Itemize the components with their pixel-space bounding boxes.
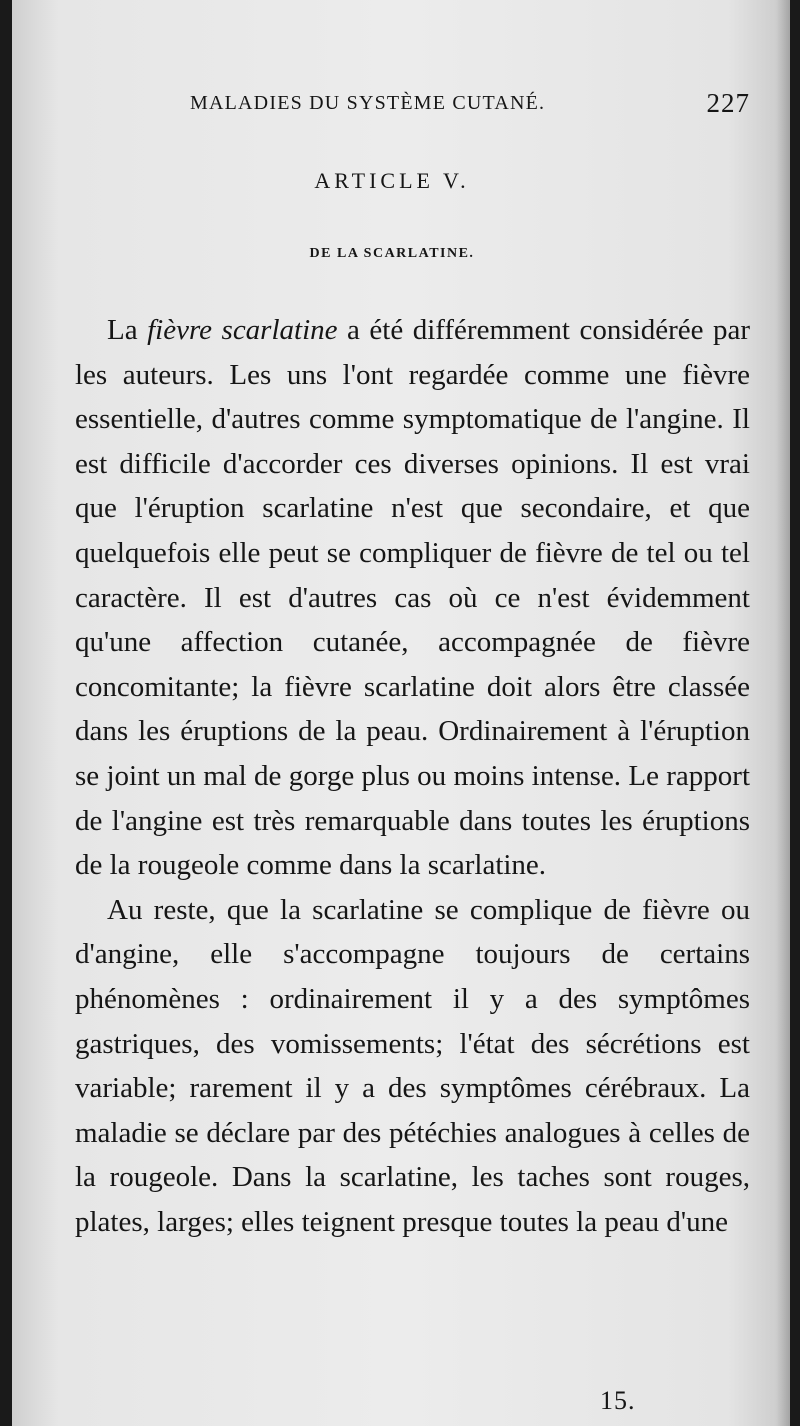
- paragraph-1: [75, 308, 750, 888]
- paragraph-2-text: Au reste, que la scarlatine se complique de fièvre ou d'angine, elle s'accompagne toujours de certains phénomènes : ordinairement il y a des symptômes gastriques, des vomissements; l'état des sécrétions est variable; rarement il y a des symptômes cérébraux. La maladie se déclare par des pétéchies analogues à celles de la rougeole. Dans la scarlatine, les taches sont rouges, plates, larges; elles teignent presque toutes la peau d'une: [75, 893, 750, 1238]
- paragraph-1-text: a été différemment considérée par les auteurs. Les uns l'ont regardée comme une fièvre essentielle, d'autres comme symptomatique de l'angine. Il est difficile d'accorder ces diverses opinions. Il est vrai que l'éruption scarlatine n'est que secondaire, et que quelquefois elle peut se compliquer de fièvre de tel ou tel caractère. Il est d'autres cas où ce n'est évidemment qu'une affection cutanée, accompagnée de fièvre concomitante; la fièvre scarlatine doit alors être classée dans les éruptions de la peau. Ordinairement à l'éruption se joint un mal de gorge plus ou moins intense. Le rapport de l'angine est très remarquable dans toutes les éruptions de la rougeole comme dans la scarlatine.: [75, 314, 750, 882]
- page-number: 227: [706, 88, 750, 118]
- signature-mark: 15.: [600, 1386, 636, 1415]
- running-head: MALADIES DU SYSTÈME CUTANÉ.: [190, 92, 546, 114]
- article-heading: ARTICLE V.: [314, 168, 470, 193]
- paragraph-2: [75, 888, 750, 1245]
- paragraph-1-lead: La: [107, 314, 138, 346]
- book-page: [12, 0, 790, 1426]
- section-heading: DE LA SCARLATINE.: [309, 246, 475, 261]
- paragraph-1-italic-term: fièvre scarlatine: [147, 314, 338, 346]
- body-text: [75, 308, 750, 1244]
